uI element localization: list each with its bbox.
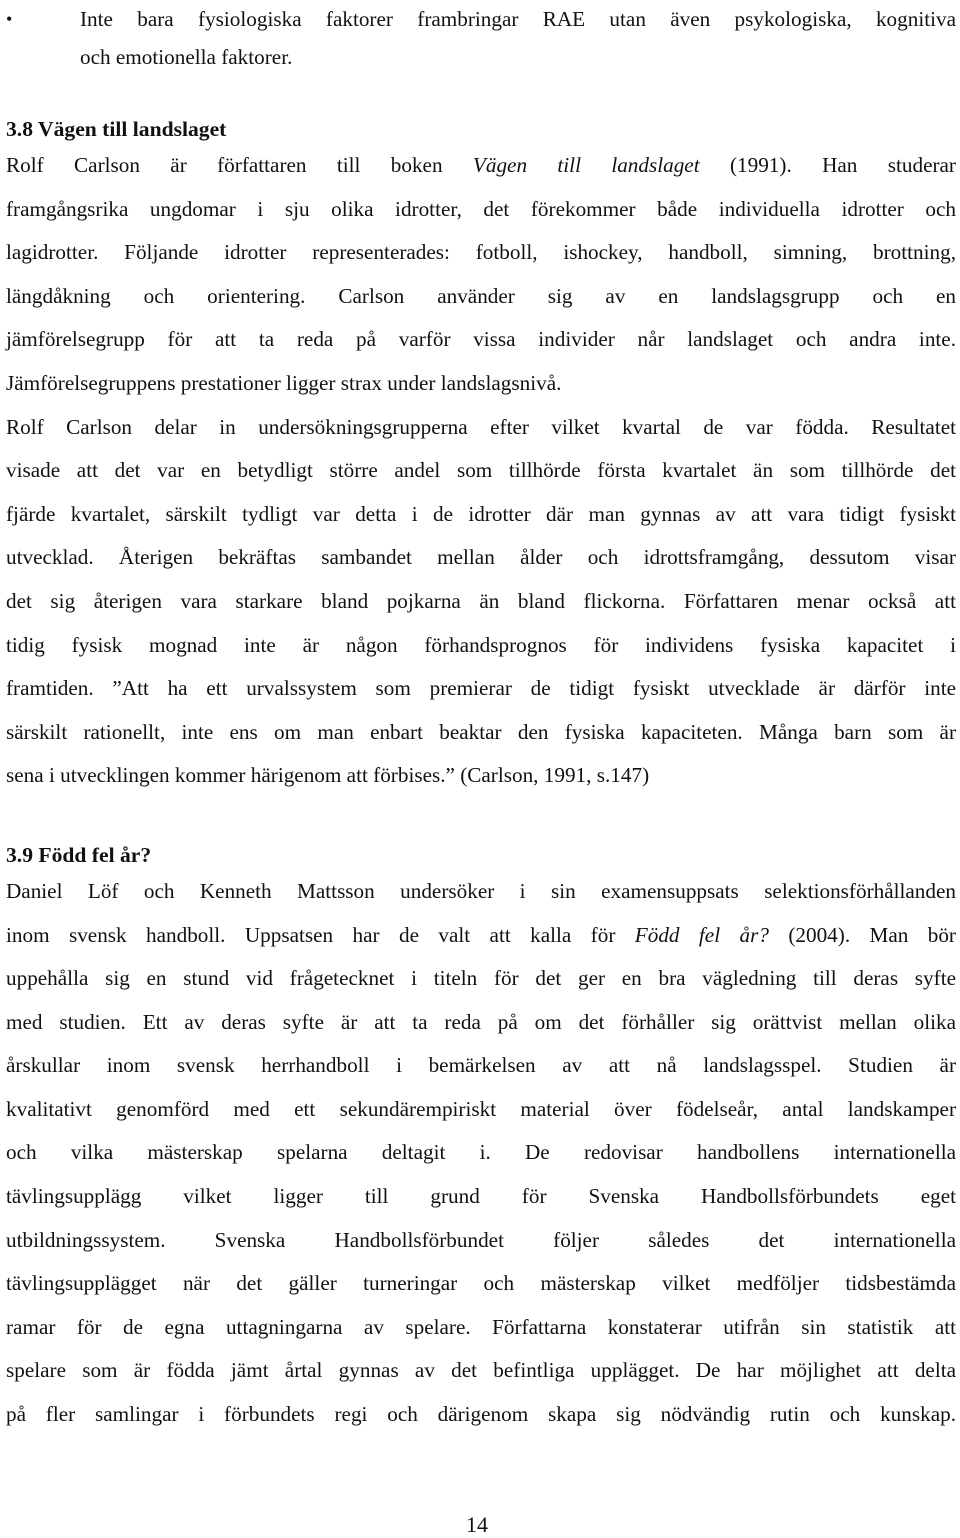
paragraph (6, 406, 956, 798)
text-line: lagidrotter. Följande idrotter representerades: fotboll, ishockey, handboll, simning, brottning, (6, 240, 956, 265)
text-line: Rolf Carlson delar in undersökningsgrupperna efter vilket kvartal de var födda. Resultatet (6, 414, 956, 439)
text-line (6, 144, 956, 188)
text-line: tidig fysisk mognad inte är någon förhandsprognos för individens fysiska kapacitet i (6, 632, 956, 657)
text-line: årskullar inom svensk herrhandboll i bemärkelsen av att nå landslagsspel. Studien är (6, 1053, 956, 1078)
bullet-icon: • (6, 9, 13, 29)
text-line: Jämförelsegruppens prestationer ligger strax under landslagsnivå. (6, 370, 562, 395)
bullet-text-line: Inte bara fysiologiska faktorer frambringar RAE utan även psykologiska, kognitiva (80, 7, 956, 31)
bullet-item (6, 0, 956, 76)
text-line: utbildningssystem. Svenska Handbollsförbundet följer således det internationella (6, 1227, 956, 1252)
section-heading: 3.8 Vägen till landslaget (6, 117, 227, 141)
text-line: uppehålla sig en stund vid frågetecknet i titeln för det ger en bra vägledning till deras syfte (6, 966, 956, 991)
text-line: framgångsrika ungdomar i sju olika idrotter, det förekommer både individuella idrotter och (6, 196, 956, 221)
document-page (6, 0, 956, 1437)
text-line: särskilt rationellt, inte ens om man enbart beaktar den fysiska kapaciteten. Många barn som är (6, 719, 956, 744)
text-line: på fler samlingar i förbundets regi och därigenom skapa sig nödvändig rutin och kunskap. (6, 1402, 956, 1427)
text-line (6, 914, 956, 958)
paragraph (6, 144, 956, 406)
text-span: (2004). Man bör (768, 922, 956, 947)
text-span: Rolf Carlson är författaren till boken (6, 153, 473, 177)
text-line: framtiden. ”Att ha ett urvalssystem som premierar de tidigt fysiskt utvecklade är därför inte (6, 676, 956, 701)
section-body (6, 144, 956, 798)
text-line: tävlingsupplägget när det gäller turneringar och mästerskap vilket medföljer tidsbestämda (6, 1271, 956, 1296)
text-line: spelare som är födda jämt årtal gynnas av det befintliga upplägget. De har möjlighet att delta (6, 1358, 956, 1383)
page-number: 14 (466, 1512, 488, 1537)
text-line: ramar för de egna uttagningarna av spelare. Författarna konstaterar utifrån sin statistik att (6, 1314, 956, 1339)
text-line: jämförelsegrupp för att ta reda på varför vissa individer når landslaget och andra inte. (6, 327, 956, 352)
text-line: kvalitativt genomförd med ett sekundärempiriskt material över födelseår, antal landskamper (6, 1096, 956, 1121)
section-body (6, 870, 956, 1437)
text-line: visade att det var en betydligt större andel som tillhörde första kvartalet än som tillhörde det (6, 458, 956, 483)
text-line: och vilka mästerskap spelarna deltagit i. De redovisar handbollens internationella (6, 1140, 956, 1165)
paragraph (6, 870, 956, 1437)
text-line: det sig återigen vara starkare bland pojkarna än bland flickorna. Författaren menar också att (6, 588, 956, 613)
thesis-title: Född fel år? (634, 922, 769, 947)
book-title: Vägen till landslaget (472, 153, 700, 177)
text-line: Daniel Löf och Kenneth Mattsson undersöker i sin examensuppsats selektionsförhållanden (6, 878, 956, 903)
text-span: (1991). Han studerar (699, 153, 956, 177)
text-line: utvecklad. Återigen bekräftas sambandet mellan ålder och idrottsframgång, dessutom visar (6, 545, 956, 570)
text-span: inom svensk handboll. Uppsatsen har de valt att kalla för (6, 922, 635, 947)
text-line: fjärde kvartalet, särskilt tydligt var detta i de idrotter där man gynnas av att vara tidigt fysiskt (6, 501, 956, 526)
text-line: sena i utvecklingen kommer härigenom att förbises.” (Carlson, 1991, s.147) (6, 763, 650, 788)
text-line: med studien. Ett av deras syfte är att ta reda på om det förhåller sig orättvist mellan olika (6, 1009, 956, 1034)
section-heading: 3.9 Född fel år? (6, 842, 152, 867)
text-line: tävlingsupplägg vilket ligger till grund för Svenska Handbollsförbundets eget (6, 1184, 956, 1209)
bullet-text-line: och emotionella faktorer. (80, 45, 293, 69)
text-line: längdåkning och orientering. Carlson använder sig av en landslagsgrupp och en (6, 283, 956, 308)
